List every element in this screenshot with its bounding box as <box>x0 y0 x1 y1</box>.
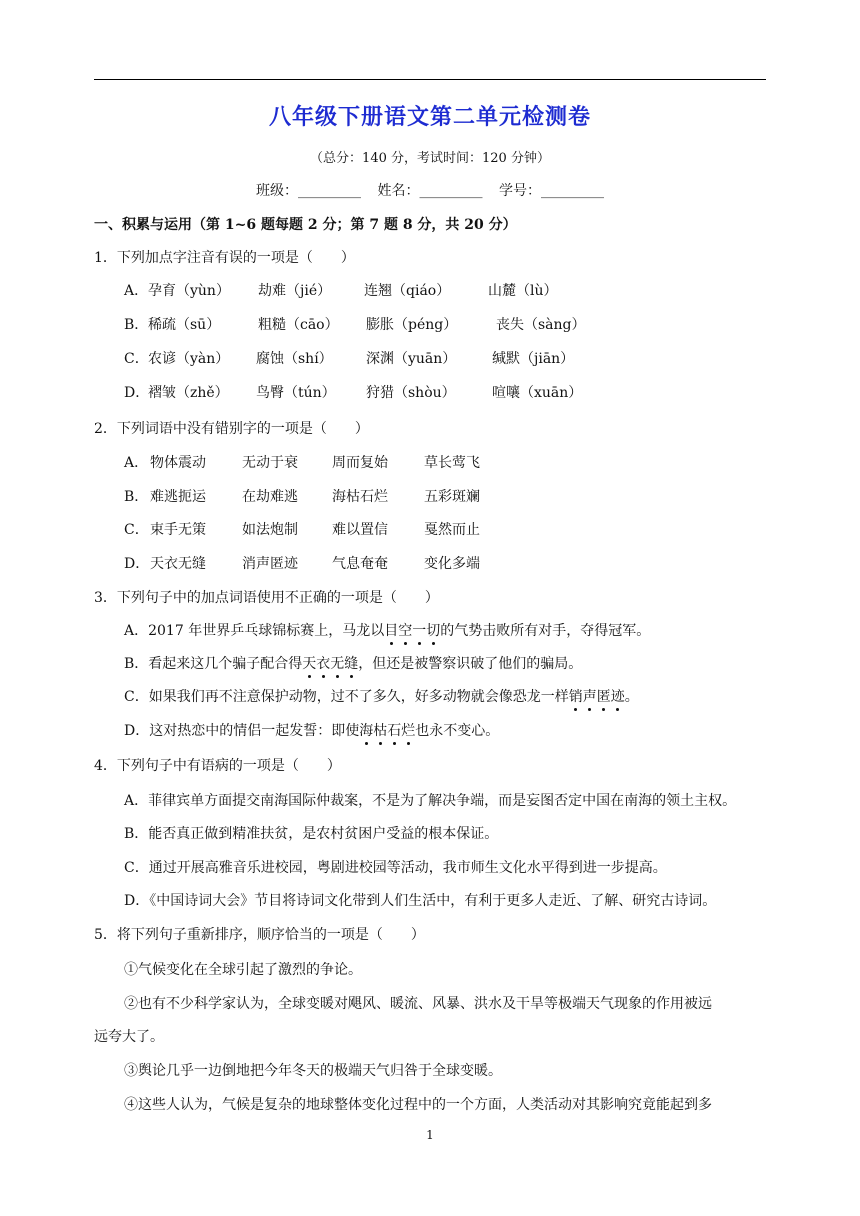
option-item: 难以置信 <box>332 522 388 538</box>
option-text: ，但还是被警察识破了他们的骗局。 <box>358 656 583 672</box>
option-item: 鸟臀（tún） <box>256 385 336 401</box>
option-item: 周而复始 <box>332 455 388 471</box>
option-item: 山麓（lù） <box>488 283 558 299</box>
option-letter: A． <box>124 283 149 299</box>
option-item: 劫难（jié） <box>258 283 332 299</box>
option-letter: C． <box>124 522 149 538</box>
question-3-option-a <box>124 620 650 640</box>
question-4-option-c: C．通过开展高雅音乐进校园，粤剧进校园等活动，我市师生文化水平得到进一步提高。 <box>124 860 667 876</box>
question-1-stem: 1．下列加点字注音有误的一项是（ ） <box>94 250 355 266</box>
sentence-1: ①气候变化在全球引起了激烈的争论。 <box>124 962 362 978</box>
option-letter: B． <box>124 489 149 505</box>
option-item: 丧失（sàng） <box>496 317 586 333</box>
option-item: 海枯石烂 <box>332 489 388 505</box>
exam-subtitle: （总分：140 分，考试时间：120 分钟） <box>310 151 550 166</box>
option-letter: B． <box>124 317 149 333</box>
question-3-option-c <box>124 686 639 706</box>
question-3-stem: 3．下列句子中的加点词语使用不正确的一项是（ ） <box>94 590 439 606</box>
option-text: B．看起来这几个骗子配合得 <box>124 656 303 672</box>
option-item: 难逃扼运 <box>150 489 206 505</box>
question-4-option-d: D．《中国诗词大会》节目将诗词文化带到人们生活中，有利于更多人走近、了解、研究古诗词。 <box>124 893 717 909</box>
page-number: 1 <box>426 1128 434 1142</box>
class-field: 班级：_________ <box>256 183 362 199</box>
dotted-phrase: 销声匿迹 <box>569 689 625 705</box>
option-item: 物体震动 <box>150 455 206 471</box>
name-field: 姓名：_________ <box>377 183 483 199</box>
question-4-option-a: A．菲律宾单方面提交南海国际仲裁案，不是为了解决争端，而是妄图否定中国在南海的领土主权。 <box>124 793 737 809</box>
page-title: 八年级下册语文第二单元检测卷 <box>268 105 591 130</box>
option-item: 气息奄奄 <box>332 556 388 572</box>
question-5-stem: 5．将下列句子重新排序，顺序恰当的一项是（ ） <box>94 927 425 943</box>
question-2-stem: 2．下列词语中没有错别字的一项是（ ） <box>94 421 369 437</box>
option-text: D．这对热恋中的情侣一起发誓：即使 <box>124 723 360 739</box>
option-item: 戛然而止 <box>424 522 480 538</box>
question-3-option-b <box>124 653 582 673</box>
option-item: 腐蚀（shí） <box>256 351 333 367</box>
student-info <box>0 180 860 200</box>
option-item: 连翘（qiáo） <box>364 283 451 299</box>
option-item: 褶皱（zhě） <box>148 385 229 401</box>
option-text: 的气势击败所有对手，夺得冠军。 <box>440 623 651 639</box>
student-id-field: 学号：_________ <box>498 183 604 199</box>
question-4-option-b: B．能否真正做到精准扶贫，是农村贫困户受益的根本保证。 <box>124 826 499 842</box>
header-rule <box>94 79 766 80</box>
option-item: 喧嚷（xuān） <box>492 385 583 401</box>
question-3-option-d <box>124 720 499 740</box>
option-item: 束手无策 <box>150 522 206 538</box>
option-item: 无动于衰 <box>242 455 298 471</box>
option-item: 天衣无缝 <box>150 556 206 572</box>
option-item: 稀疏（sū） <box>148 317 221 333</box>
option-item: 消声匿迹 <box>242 556 298 572</box>
option-item: 粗糙（cāo） <box>258 317 339 333</box>
sentence-3: ③舆论几乎一边倒地把今年冬天的极端天气归咎于全球变暖。 <box>124 1063 502 1079</box>
option-item: 五彩斑斓 <box>424 489 480 505</box>
option-item: 膨胀（péng） <box>366 317 458 333</box>
dotted-phrase: 天衣无缝 <box>302 656 358 672</box>
option-text: A．2017 年世界乒乓球锦标赛上，马龙以 <box>124 623 385 639</box>
option-item: 草长莺飞 <box>424 455 480 471</box>
option-text: 。 <box>624 689 639 705</box>
sentence-2: ②也有不少科学家认为，全球变暖对飓风、暖流、风暴、洪水及干旱等极端天气现象的作用被远 <box>124 996 712 1012</box>
option-letter: A． <box>124 455 149 471</box>
sentence-4: ④这些人认为，气候是复杂的地球整体变化过程中的一个方面，人类活动对其影响究竟能起到多 <box>124 1097 712 1113</box>
sentence-2-continued: 远夸大了。 <box>94 1029 164 1045</box>
option-item: 缄默（jiān） <box>492 351 575 367</box>
dotted-phrase: 海枯石烂 <box>359 723 415 739</box>
option-item: 变化多端 <box>424 556 480 572</box>
section-heading: 一、积累与运用（第 1~6 题每题 2 分；第 7 题 8 分，共 20 分） <box>94 217 517 233</box>
option-item: 农谚（yàn） <box>148 351 230 367</box>
option-item: 深渊（yuān） <box>366 351 457 367</box>
option-item: 如法炮制 <box>242 522 298 538</box>
dotted-phrase: 目空一切 <box>384 623 440 639</box>
option-letter: C． <box>124 351 149 367</box>
option-text: 也永不变心。 <box>415 723 500 739</box>
option-letter: D． <box>124 556 150 572</box>
option-item: 狩猎（shòu） <box>366 385 456 401</box>
option-item: 在劫难逃 <box>242 489 298 505</box>
question-4-stem: 4．下列句子中有语病的一项是（ ） <box>94 758 341 774</box>
option-letter: D． <box>124 385 150 401</box>
option-text: C．如果我们再不注意保护动物，过不了多久，好多动物就会像恐龙一样 <box>124 689 569 705</box>
option-item: 孕育（yùn） <box>148 283 230 299</box>
